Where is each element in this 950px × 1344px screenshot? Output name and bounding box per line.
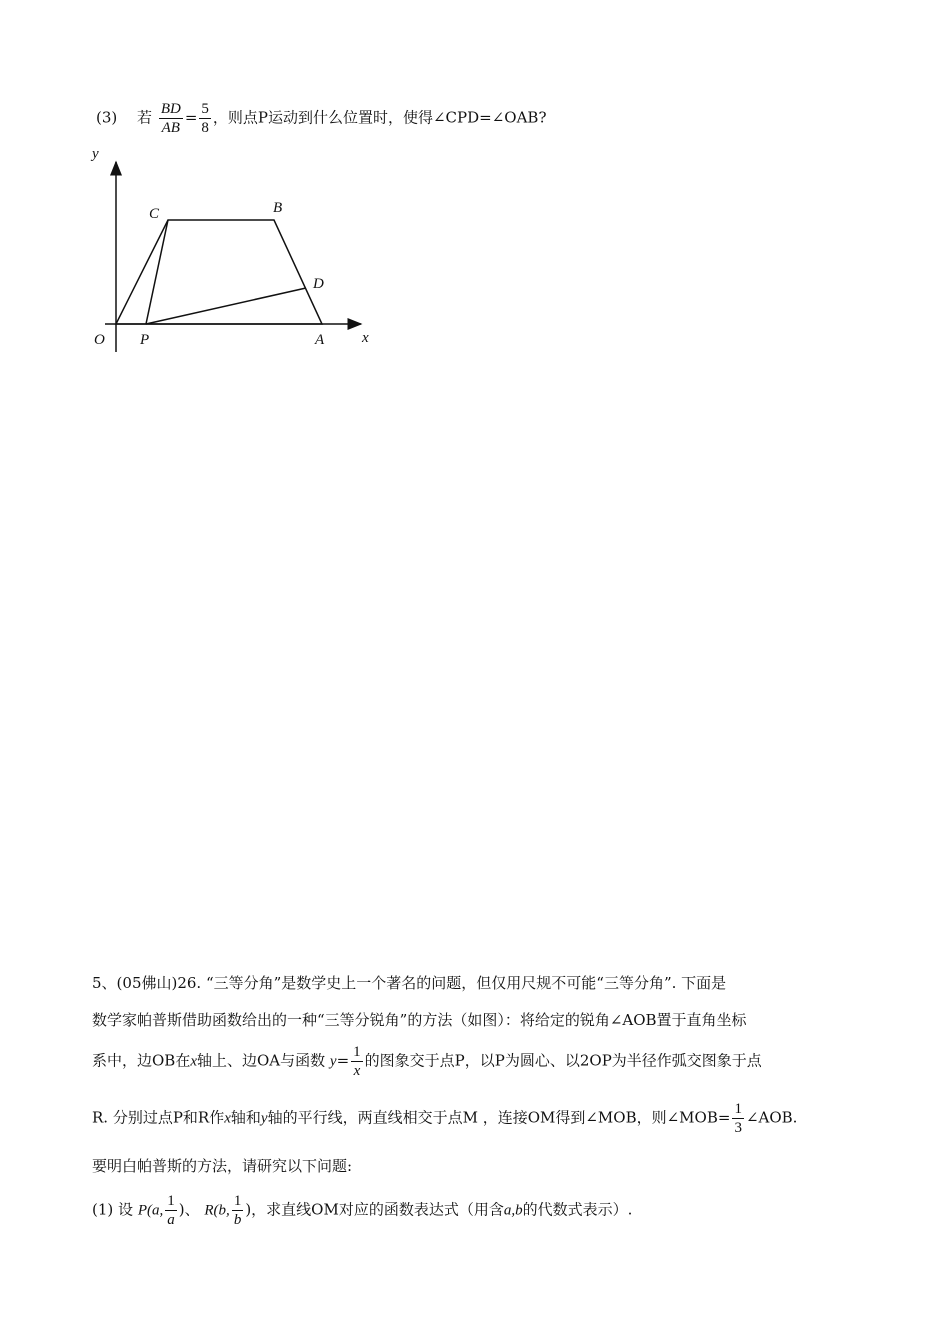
q5-line-4: R. 分别过点P和R作x轴和y轴的平行线，两直线相交于点M ，连接OM得到∠MOB，则∠MOB= $\frac{1}{3}$ ∠AOB. bbox=[92, 1101, 798, 1136]
trapezoid-oabc bbox=[116, 220, 322, 324]
fraction-1-over-x: $\frac{1}{x}$ bbox=[353, 1044, 361, 1079]
label-a: A bbox=[315, 332, 325, 348]
label-p: P bbox=[140, 332, 150, 348]
fraction-1-over-a: $\frac{1}{a}$ bbox=[167, 1193, 175, 1228]
label-d: D bbox=[313, 276, 324, 292]
q5-line-3: 系中，边OB在x轴上、边OA与函数 y= $\frac{1}{x}$ 的图象交于点P，以P为圆心、以2OP为半径作弧交图象于点 bbox=[92, 1044, 762, 1079]
segment-cp bbox=[146, 220, 168, 324]
label-y: y bbox=[92, 146, 99, 162]
segment-pd bbox=[146, 288, 306, 324]
q5-line-5: 要明白帕普斯的方法，请研究以下问题: bbox=[92, 1157, 353, 1175]
label-b: B bbox=[273, 200, 283, 216]
q3-question-text: ，则点P运动到什么位置时，使得∠CPD=∠OAB? bbox=[212, 108, 547, 127]
label-o: O bbox=[94, 332, 105, 348]
label-x: x bbox=[362, 330, 369, 346]
fraction-1-over-b: $\frac{1}{b}$ bbox=[233, 1193, 242, 1228]
q5-line-2: 数学家帕普斯借助函数给出的一种“三等分锐角”的方法（如图）：将给定的锐角∠AOB置于直角坐标 bbox=[92, 1011, 747, 1029]
q5-subquestion-1: (1) 设 P(a, $\frac{1}{a}$ )、 R(b, $\frac{1}{b}$ )，求直线OM对应的函数表达式（用含a,b的代数式表示）. bbox=[92, 1193, 633, 1228]
q3-fraction-5-8: $\frac{5}{8}$ bbox=[201, 101, 209, 136]
q5-line-1: 5、(05佛山)26. “三等分角”是数学史上一个著名的问题，但仅用尺规不可能“三等分角”. 下面是 bbox=[92, 974, 727, 992]
label-c: C bbox=[149, 206, 160, 222]
geometry-figure bbox=[85, 140, 385, 360]
q3-fraction-bd-ab: $\frac{BD}{AB}$ bbox=[160, 101, 181, 136]
question-3: (3) 若 $\frac{BD}{AB}$ = $\frac{5}{8}$ ，则点P运动到什么位置时，使得∠CPD=∠OAB? bbox=[96, 101, 547, 136]
fraction-1-over-3: $\frac{1}{3}$ bbox=[734, 1101, 742, 1136]
q3-prefix: (3) 若 bbox=[96, 108, 153, 127]
